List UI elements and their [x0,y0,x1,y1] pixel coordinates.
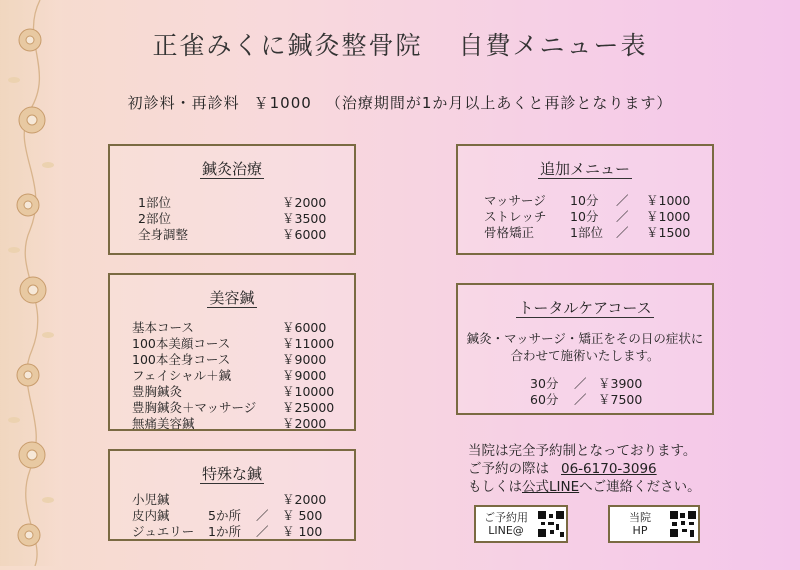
special-box [108,449,356,541]
fee-label: 初診料・再診料 [127,94,240,112]
item-unit: 60分 [530,392,559,407]
item-price: ￥11000 [282,336,335,351]
item-name: 基本コース [132,320,194,335]
info-line: もしくは公式LINEへご連絡ください。 [468,479,701,495]
item-price: ￥6000 [282,320,327,335]
floral-border [0,0,62,566]
hp-qr-label: HP [632,524,648,537]
item-name: 豊胸鍼灸＋マッサージ [132,400,257,415]
page-title [0,26,800,62]
item-price: ￥1000 [646,193,691,208]
info-line: ご予約の際は 06-6170-3096 [468,461,657,477]
item-price: ￥9000 [282,368,327,383]
item-price: ￥ 100 [282,524,323,539]
item-price: ￥3900 [598,376,643,391]
acupuncture-title: 鍼灸治療 [201,160,262,178]
beauty-box [108,273,356,431]
item-price: ￥3500 [282,211,327,226]
item-price: ￥2000 [282,195,327,210]
item-price: ￥2000 [282,492,327,507]
list-item [110,368,354,384]
item-price: ￥2000 [282,416,327,431]
item-sep: ／ [574,376,587,391]
item-price: ￥9000 [282,352,327,367]
consultation-fee [0,92,800,113]
list-item [458,193,712,209]
item-price: ￥10000 [282,384,335,399]
total-care-box [456,283,714,415]
list-item [458,209,712,225]
list-item [110,352,354,368]
list-item [110,320,354,336]
list-item [110,195,354,211]
item-price: ￥1500 [646,225,691,240]
item-name: 無痛美容鍼 [132,416,195,431]
beauty-title: 美容鍼 [209,289,255,307]
additional-box [456,144,714,255]
item-price: ￥6000 [282,227,327,242]
hp-qr-code-icon[interactable] [670,511,696,537]
list-item [110,211,354,227]
item-name: 豊胸鍼灸 [132,384,183,399]
item-sep: ／ [616,225,629,240]
list-item [110,336,354,352]
item-price: ￥25000 [282,400,335,415]
list-item [110,524,354,540]
item-name: マッサージ [484,193,546,208]
item-unit: 10分 [570,209,599,224]
item-name: 骨格矯正 [484,225,535,240]
line-qr-code-icon[interactable] [538,511,564,537]
clinic-name: 正雀みくに鍼灸整骨院 [152,31,423,60]
item-name: 全身調整 [138,227,189,242]
total-care-desc: 鍼灸・マッサージ・矯正をその日の症状に [466,331,704,346]
item-price: ￥ 500 [282,508,323,523]
list-item [110,416,354,432]
item-name: ジュエリー [132,524,195,539]
special-title: 特殊な鍼 [201,465,262,483]
item-unit: 5か所 [208,508,241,523]
hp-qr-label: 当院 [629,511,651,524]
item-sep: ／ [616,193,629,208]
menu-title: 自費メニュー表 [458,31,648,60]
fee-note: （治療期間が1か月以上あくと再診となります） [325,94,673,112]
item-name: 皮内鍼 [132,508,170,523]
total-care-desc: 合わせて施術いたします。 [510,348,660,363]
item-sep: ／ [574,392,587,407]
phone-number[interactable]: 06-6170-3096 [561,461,657,477]
item-price: ￥1000 [646,209,691,224]
item-name: 小児鍼 [132,492,170,507]
list-item [110,227,354,243]
fee-price: ￥1000 [253,94,312,112]
item-unit: 1か所 [208,524,241,539]
item-unit: 1部位 [570,225,603,240]
item-name: 100本全身コース [132,352,231,367]
info-line: 当院は完全予約制となっております。 [468,443,697,459]
list-item [458,225,712,241]
reservation-info [468,442,701,496]
additional-title: 追加メニュー [539,160,630,178]
item-unit: 30分 [530,376,559,391]
item-sep: ／ [256,524,269,539]
list-item [458,392,712,408]
total-care-title: トータルケアコース [518,299,652,317]
list-item [110,400,354,416]
item-name: 100本美顔コース [132,336,231,351]
list-item [110,384,354,400]
list-item [458,376,712,392]
acupuncture-box [108,144,356,255]
line-qr-label: ご予約用 [484,511,528,524]
item-sep: ／ [256,508,269,523]
item-unit: 10分 [570,193,599,208]
flower-decoration-icon [0,0,62,566]
item-sep: ／ [616,209,629,224]
line-qr-label: LINE@ [488,524,524,537]
item-name: ストレッチ [484,209,547,224]
official-line-link[interactable]: 公式LINE [522,479,580,495]
hp-qr-box[interactable] [608,505,700,543]
item-name: フェイシャル＋鍼 [132,368,232,383]
line-qr-box[interactable] [474,505,568,543]
item-name: 1部位 [138,195,171,210]
item-name: 2部位 [138,211,171,226]
item-price: ￥7500 [598,392,643,407]
list-item [110,492,354,508]
list-item [110,508,354,524]
